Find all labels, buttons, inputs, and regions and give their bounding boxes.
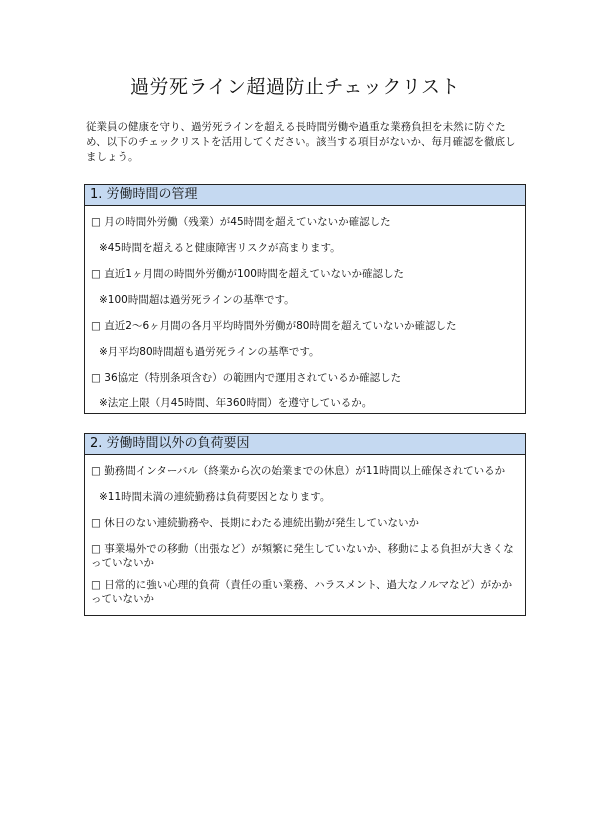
checklist-item[interactable]: □ 日常的に強い心理的負荷（責任の重い業務、ハラスメント、過大なノルマなど）がかかっていないか	[91, 579, 513, 605]
checklist-note: ※11時間未満の連続勤務は負荷要因となります。	[99, 491, 331, 503]
checklist-note: ※100時間超は過労死ラインの基準です。	[99, 294, 295, 306]
section-working-hours	[84, 184, 526, 414]
section-other-load-factors	[84, 433, 526, 616]
section-header: 1. 労働時間の管理	[85, 185, 525, 206]
checklist-item[interactable]: □ 36協定（特別条項含む）の範囲内で運用されているか確認した	[91, 372, 402, 384]
checklist-item[interactable]: □ 事業場外での移動（出張など）が頻繁に発生していないか、移動による負担が大きくなっていないか	[91, 543, 514, 569]
checklist-note: ※月平均80時間超も過労死ラインの基準です。	[99, 346, 320, 358]
checklist-item[interactable]: □ 直近1ヶ月間の時間外労働が100時間を超えていないか確認した	[91, 268, 404, 280]
page-title: 過労死ライン超過防止チェックリスト	[130, 76, 460, 98]
checklist-item[interactable]: □ 月の時間外労働（残業）が45時間を超えていないか確認した	[91, 216, 391, 228]
section-header: 2. 労働時間以外の負荷要因	[85, 434, 525, 455]
checklist-item[interactable]: □ 直近2〜6ヶ月間の各月平均時間外労働が80時間を超えていないか確認した	[91, 320, 457, 332]
intro-paragraph: 従業員の健康を守り、過労死ラインを超える長時間労働や過重な業務負担を未然に防ぐため、以下のチェックリストを活用してください。該当する項目がないか、毎月確認を徹底しましょう。	[86, 121, 516, 163]
checklist-note: ※45時間を超えると健康障害リスクが高まります。	[99, 242, 341, 254]
checklist-note: ※法定上限（月45時間、年360時間）を遵守しているか。	[99, 397, 373, 409]
checklist-item[interactable]: □ 休日のない連続勤務や、長期にわたる連続出勤が発生していないか	[91, 517, 420, 529]
checklist-item[interactable]: □ 勤務間インターバル（終業から次の始業までの休息）が11時間以上確保されているか	[91, 465, 506, 477]
